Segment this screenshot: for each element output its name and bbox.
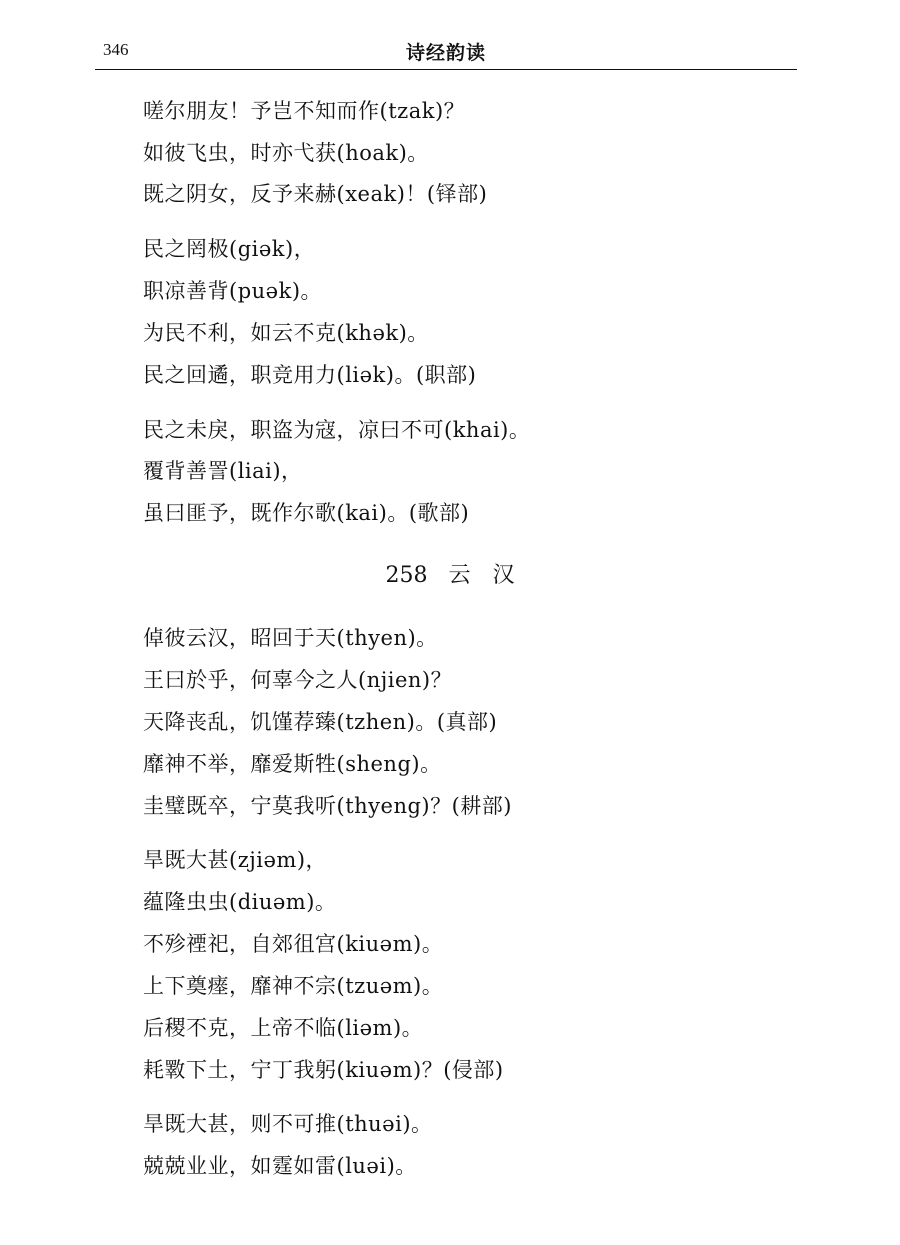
verse-line: 后稷不克，上帝不临(liəm)。	[143, 1016, 424, 1040]
verse-line: 覆背善詈(liai)，	[143, 459, 303, 483]
verse-line: 蕴隆虫虫(diuəm)。	[143, 890, 337, 914]
verse-line: 虽曰匪予，既作尔歌(kai)。(歌部)	[143, 501, 470, 525]
verse-line: 天降丧乱，饥馑荐臻(tzhen)。(真部)	[143, 710, 498, 734]
section-number: 258	[385, 563, 428, 588]
verse-line: 王曰於乎，何辜今之人(njien)？	[143, 668, 453, 692]
header-rule	[95, 69, 797, 70]
section-title: 云 汉	[448, 563, 515, 588]
verse-line: 旱既大甚，则不可推(thuəi)。	[143, 1112, 433, 1136]
verse-line: 圭璧既卒，宁莫我听(thyeng)？(耕部)	[143, 794, 512, 818]
verse-line: 靡神不举，靡爱斯牲(sheng)。	[143, 752, 442, 776]
verse-line: 旱既大甚(zjiəm)，	[143, 848, 328, 872]
verse-line: 既之阴女，反予来赫(xeak)！(铎部)	[143, 182, 488, 206]
book-title: 诗经韵读	[405, 42, 486, 64]
verse-line: 兢兢业业，如霆如雷(luəi)。	[143, 1154, 417, 1178]
verse-line: 耗斁下土，宁丁我躬(kiuəm)？(侵部)	[143, 1058, 504, 1082]
verse-line: 如彼飞虫，时亦弋获(hoak)。	[143, 141, 429, 165]
section-heading	[0, 565, 900, 587]
verse-line: 民之未戾，职盗为寇，凉曰不可(khai)。	[143, 418, 531, 442]
verse-line: 倬彼云汉，昭回于天(thyen)。	[143, 626, 438, 650]
verse-line: 为民不利，如云不克(khək)。	[143, 321, 429, 345]
verse-line: 上下奠瘗，靡神不宗(tzuəm)。	[143, 974, 444, 998]
verse-line: 民之罔极(giək)，	[143, 237, 316, 261]
page-header	[95, 36, 797, 70]
verse-line: 民之回遹，职竞用力(liək)。(职部)	[143, 363, 477, 387]
verse-line: 嗟尔朋友！予岂不知而作(tzak)？	[143, 99, 466, 123]
page-number: 346	[103, 40, 129, 59]
verse-line: 职凉善背(puək)。	[143, 279, 323, 303]
verse-line: 不殄禋祀，自郊徂宫(kiuəm)。	[143, 932, 444, 956]
